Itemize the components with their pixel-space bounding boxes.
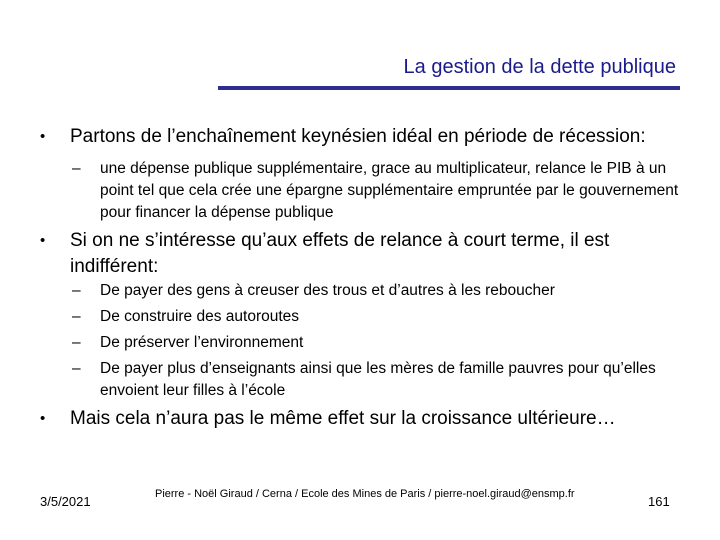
bullet-icon: • [40,410,46,427]
footer-date: 3/5/2021 [40,494,91,509]
page-number: 161 [648,494,670,509]
sub-item [72,158,682,224]
title-underline [218,86,680,90]
sub-item-text: De préserver l’environnement [100,334,304,351]
bullet-item [40,124,688,150]
sub-item [72,358,672,402]
sub-item-text: De construire des autoroutes [100,308,300,325]
bullet-text: Mais cela n’aura pas le même effet sur la croissance ultérieure… [70,408,616,429]
footer-credit: Pierre - Noël Giraud / Cerna / Ecole des Mines de Paris / pierre-noel.giraud@ensmp.fr [155,488,575,500]
sub-item-text: De payer des gens à creuser des trous et d’autres à les reboucher [100,282,555,299]
slide-title: La gestion de la dette publique [403,56,676,78]
sub-item [72,306,672,328]
dash-icon: – [72,308,81,325]
bullet-text: Si on ne s’intéresse qu’aux effets de relance à court terme, il est indifférent: [70,230,610,277]
bullet-item [40,406,698,432]
bullet-icon: • [40,128,46,145]
dash-icon: – [72,282,81,299]
sub-item-text: une dépense publique supplémentaire, grace au multiplicateur, relance le PIB à un point tel que cela crée une épargne supplémentaire empruntée par le gouvernement pour financer la dépense publique [100,160,679,221]
sub-item [72,332,672,354]
sub-item-text: De payer plus d’enseignants ainsi que les mères de famille pauvres pour qu’elles envoient leur filles à l’école [100,360,656,399]
bullet-item [40,228,658,280]
bullet-text: Partons de l’enchaînement keynésien idéal en période de récession: [70,126,646,147]
dash-icon: – [72,160,81,177]
dash-icon: – [72,334,81,351]
dash-icon: – [72,360,81,377]
bullet-icon: • [40,232,46,249]
sub-item [72,280,672,302]
